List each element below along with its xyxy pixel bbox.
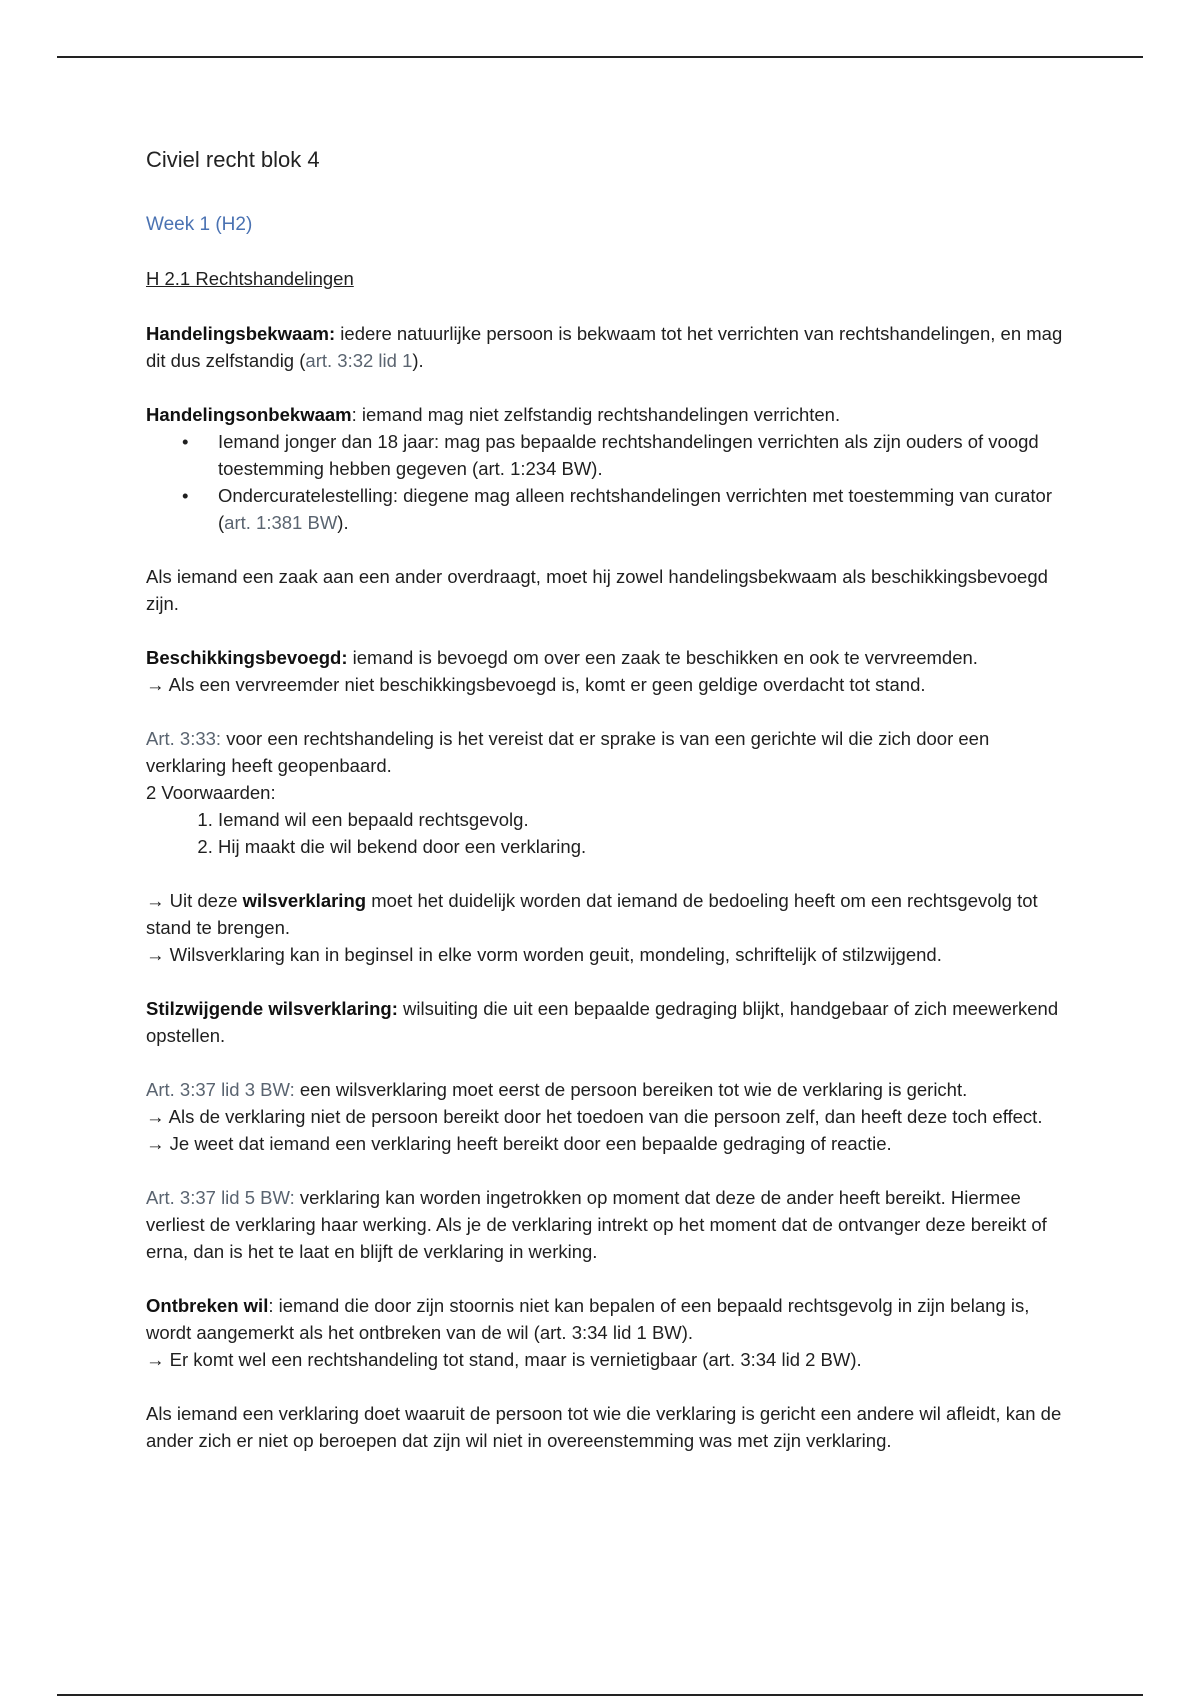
- list-item: 2. Hij maakt die wil bekend door een verklaring.: [218, 833, 1066, 860]
- term: Stilzwijgende wilsverklaring:: [146, 998, 398, 1019]
- conditions-label: 2 Voorwaarden:: [146, 782, 276, 803]
- arrow-note: → Als de verklaring niet de persoon bereikt door het toedoen van die persoon zelf, dan heeft deze toch effect.: [146, 1106, 1043, 1127]
- list-item-text: ).: [337, 512, 349, 533]
- paragraph-stilzwijgend: [146, 995, 1066, 1049]
- section-heading: H 2.1 Rechtshandelingen: [146, 268, 354, 289]
- top-rule: [57, 56, 1143, 58]
- bullet-icon: •: [182, 431, 189, 452]
- paragraph-overdracht: Als iemand een zaak aan een ander overdraagt, moet hij zowel handelingsbekwaam als beschikkingsbevoegd zijn.: [146, 566, 1048, 614]
- article-reference: Art. 3:37 lid 5 BW:: [146, 1187, 295, 1208]
- numbered-list: [146, 806, 1066, 860]
- paragraph-wilsverklaring: [146, 887, 1066, 968]
- list-item-text: Iemand jonger dan 18 jaar: mag pas bepaalde rechtshandelingen verrichten als zijn ouders of voogd toestemming hebben gegeven (art. 1:234 BW).: [218, 431, 1039, 479]
- arrow-note: → Er komt wel een rechtshandeling tot stand, maar is vernietigbaar (art. 3:34 lid 2 BW).: [146, 1349, 862, 1370]
- paragraph-text: moet het duidelijk worden dat iemand de bedoeling heeft om een rechtsgevolg tot stand te brengen.: [146, 890, 1038, 938]
- paragraph-art-3-33: [146, 725, 1066, 806]
- paragraph-text: een wilsverklaring moet eerst de persoon bereiken tot wie de verklaring is gericht.: [294, 1079, 968, 1100]
- paragraph-text: : iemand die door zijn stoornis niet kan bepalen of een bepaald rechtsgevolg in zijn belang is, wordt aangemerkt als het ontbreken van de wil (art. 3:34 lid 1 BW).: [146, 1295, 1030, 1343]
- term: wilsverklaring: [242, 890, 367, 911]
- arrow-note: → Wilsverklaring kan in beginsel in elke vorm worden geuit, mondeling, schriftelijk of stilzwijgend.: [146, 944, 942, 965]
- article-reference: art. 1:381 BW: [224, 512, 338, 533]
- article-reference: Art. 3:37 lid 3 BW:: [146, 1079, 295, 1100]
- bottom-rule: [57, 1694, 1143, 1696]
- article-reference: Art. 3:33:: [146, 728, 222, 749]
- paragraph-text: voor een rechtshandeling is het vereist dat er sprake is van een gerichte wil die zich door een verklaring heeft geopenbaard.: [146, 728, 990, 776]
- list-item: [182, 482, 1066, 536]
- arrow-note: → Uit deze: [146, 890, 243, 911]
- arrow-note: → Als een vervreemder niet beschikkingsbevoegd is, komt er geen geldige overdacht tot stand.: [146, 674, 926, 695]
- document-body: [146, 145, 1066, 1481]
- paragraph-text: wilsuiting die uit een bepaalde gedraging blijkt, handgebaar of zich meewerkend opstellen.: [146, 998, 1059, 1046]
- paragraph-verklaring: Als iemand een verklaring doet waaruit de persoon tot wie die verklaring is gericht een andere wil afleidt, kan de ander zich er niet op beroepen dat zijn wil niet in overeenstemming was met zijn verklaring.: [146, 1403, 1062, 1451]
- term: Handelingsonbekwaam: [146, 404, 352, 425]
- paragraph-handelingsonbekwaam: [146, 401, 1066, 428]
- document-title: Civiel recht blok 4: [146, 147, 320, 172]
- bullet-list: [146, 428, 1066, 536]
- term: Beschikkingsbevoegd:: [146, 647, 348, 668]
- paragraph-beschikkingsbevoegd: [146, 644, 1066, 698]
- list-item-text: Ondercuratelestelling: diegene mag alleen rechtshandelingen verrichten met toestemming van curator (: [218, 485, 1052, 533]
- paragraph-text: iemand is bevoegd om over een zaak te beschikken en ook te vervreemden.: [347, 647, 978, 668]
- paragraph-ontbreken-wil: [146, 1292, 1066, 1373]
- term: Ontbreken wil: [146, 1295, 269, 1316]
- paragraph-handelingsbekwaam: [146, 320, 1066, 374]
- article-reference: art. 3:32 lid 1: [305, 350, 413, 371]
- paragraph-art-3-37-lid-5: [146, 1184, 1066, 1265]
- bullet-icon: •: [182, 485, 189, 506]
- paragraph-art-3-37-lid-3: [146, 1076, 1066, 1157]
- paragraph-text: verklaring kan worden ingetrokken op moment dat deze de ander heeft bereikt. Hiermee verliest de verklaring haar werking. Als je de verklaring intrekt op het moment dat de ontvanger deze bereikt of erna, dan is het te laat en blijft de verklaring in werking.: [146, 1187, 1047, 1262]
- term: Handelingsbekwaam:: [146, 323, 336, 344]
- paragraph-text: iedere natuurlijke persoon is bekwaam tot het verrichten van rechtshandelingen, en mag dit dus zelfstandig (: [146, 323, 1063, 371]
- list-item: 1. Iemand wil een bepaald rechtsgevolg.: [218, 806, 1066, 833]
- list-item: [182, 428, 1066, 482]
- paragraph-text: ).: [412, 350, 424, 371]
- paragraph-text: : iemand mag niet zelfstandig rechtshandelingen verrichten.: [351, 404, 841, 425]
- week-heading: Week 1 (H2): [146, 214, 253, 235]
- arrow-note: → Je weet dat iemand een verklaring heeft bereikt door een bepaalde gedraging of reactie.: [146, 1133, 892, 1154]
